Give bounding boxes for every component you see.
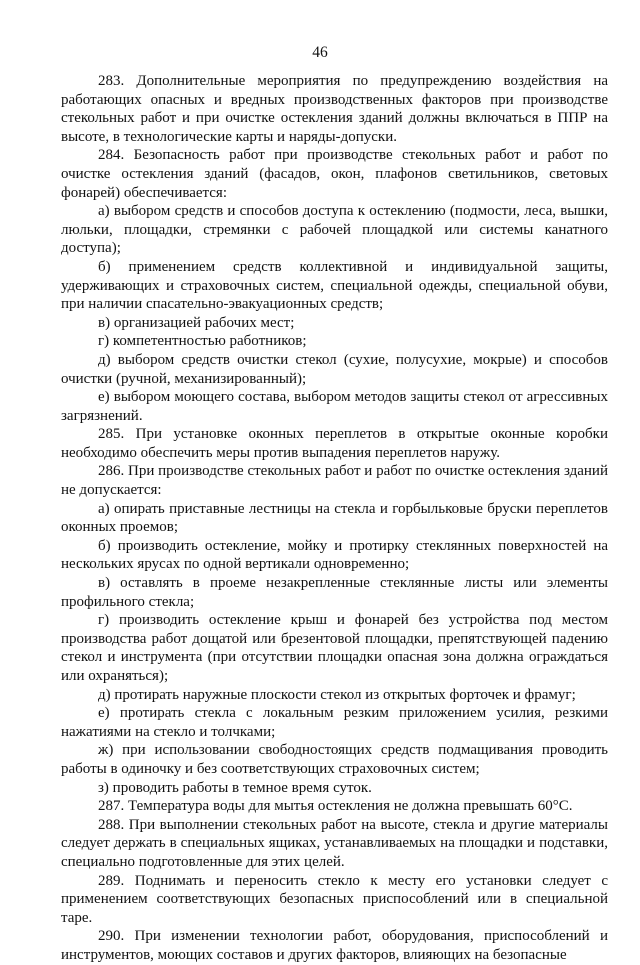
list-item-286-g: г) производить остекление крыш и фонарей без устройства под местом производства работ дощатой или брезентовой площадки, препятствующей падению стекол и инструмента (при отсутствии площадки опасная зона должна ограждаться или охраняться);: [61, 612, 608, 684]
paragraph-285: 285. При установке оконных переплетов в открытые оконные коробки необходимо обеспечить меры против выпадения переплетов наружу.: [61, 426, 608, 461]
page-number: 46: [312, 44, 328, 61]
list-item-286-v: в) оставлять в проеме незакрепленные стеклянные листы или элементы профильного стекла;: [61, 575, 608, 610]
paragraph-283: 283. Дополнительные мероприятия по предупреждению воздействия на работающих опасных и вредных производственных факторов при производстве стекольных работ и при очистке остекления зданий должны включаться в ППР на высоте, в технологические карты и наряды-допуски.: [61, 73, 608, 145]
list-item-286-b: б) производить остекление, мойку и протирку стеклянных поверхностей на нескольких ярусах по одной вертикали одновременно;: [61, 537, 608, 573]
list-item-286-z: з) проводить работы в темное время суток.: [98, 779, 372, 796]
list-item-284-g: г) компетентностью работников;: [98, 333, 307, 350]
paragraph-287: 287. Температура воды для мытья остекления не должна превышать 60°С.: [98, 798, 573, 815]
list-item-284-b: б) применением средств коллективной и индивидуальной защиты, удерживающих и страховочных систем, специальной одежды, специальной обуви, при наличии спасательно-эвакуационных средств;: [61, 258, 608, 313]
list-item-286-zh: ж) при использовании свободностоящих средств подмащивания проводить работы в одиночку и без соответствующих страховочных систем;: [61, 742, 608, 777]
paragraph-286: 286. При производстве стекольных работ и работ по очистке остекления зданий не допускается:: [61, 463, 608, 499]
list-item-284-d: д) выбором средств очистки стекол (сухие, полусухие, мокрые) и способов очистки (ручной, механизированный);: [61, 351, 608, 387]
paragraph-289: 289. Поднимать и переносить стекло к месту его установки следует с применением соответствующих безопасных приспособлений или в специальной таре.: [61, 872, 608, 926]
paragraph-288: 288. При выполнении стекольных работ на высоте, стекла и другие материалы следует держать в специальных ящиках, устанавливаемых на площадки и подставки, специально подготовленные для этих целей.: [61, 816, 608, 870]
list-item-286-e: е) протирать стекла с локальным резким приложением усилия, резкими нажатиями на стекло и толчками;: [61, 705, 608, 740]
list-item-284-v: в) организацией рабочих мест;: [98, 314, 295, 331]
list-item-286-a: а) опирать приставные лестницы на стекла и горбыльковые бруски переплетов оконных проемов;: [61, 500, 608, 536]
list-item-284-e: е) выбором моющего состава, выбором методов защиты стекол от агрессивных загрязнений.: [61, 389, 608, 424]
document-body: [61, 72, 608, 965]
list-item-284-a: а) выбором средств и способов доступа к остеклению (подмости, леса, вышки, люльки, площадки, стремянки с рабочей площадкой или системы канатного доступа);: [61, 203, 608, 257]
paragraph-284: 284. Безопасность работ при производстве стекольных работ и работ по очистке остекления зданий (фасадов, окон, плафонов светильников, световых фонарей) обеспечивается:: [61, 147, 608, 201]
paragraph-290: 290. При изменении технологии работ, оборудования, приспособлений и инструментов, моющих составов и других факторов, влияющих на безопасные: [61, 928, 608, 963]
list-item-286-d: д) протирать наружные плоскости стекол из открытых форточек и фрамуг;: [98, 686, 576, 703]
